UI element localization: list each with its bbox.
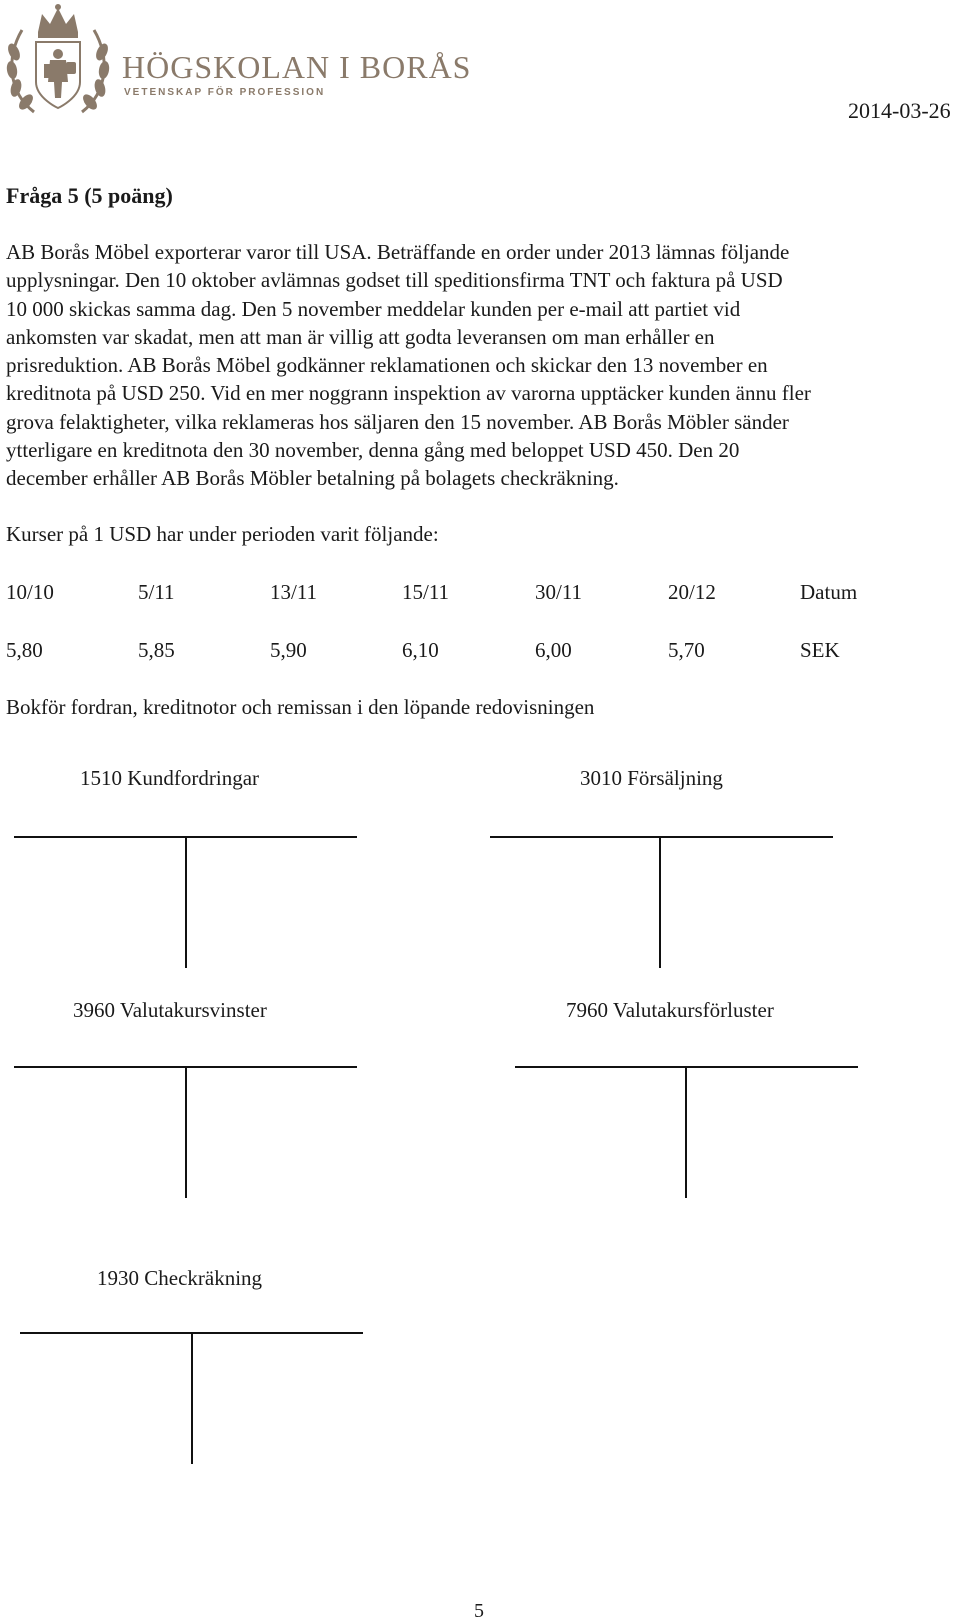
t-account-title-1930: 1930 Checkräkning <box>97 1266 263 1290</box>
rate-value-cell: 6,00 <box>535 638 572 662</box>
t-account-line-3010 <box>490 836 833 838</box>
t-account-divider-1510 <box>185 838 187 968</box>
question-heading: Fråga 5 (5 poäng) <box>6 183 173 208</box>
rate-date-cell: 13/11 <box>270 580 318 604</box>
t-account-title-3010: 3010 Försäljning <box>580 766 723 790</box>
page-number: 5 <box>474 1600 484 1622</box>
rate-value-cell: 5,80 <box>6 638 43 662</box>
paragraph-line: AB Borås Möbel exporterar varor till USA. Beträffande en order under 2013 lämnas följande <box>6 240 790 264</box>
paragraph-line: ankomsten var skadat, men att man är villig att godta leveransen om man erhåller en <box>6 324 715 349</box>
rate-value-header: SEK <box>800 638 840 662</box>
paragraph-line: ytterligare en kreditnota den 30 november, denna gång med beloppet USD 450. Den 20 <box>6 438 740 463</box>
rates-intro: Kurser på 1 USD har under perioden varit följande: <box>6 522 439 546</box>
rate-value-cell: 6,10 <box>402 638 439 662</box>
t-account-divider-1930 <box>191 1334 193 1464</box>
t-account-title-1510: 1510 Kundfordringar <box>80 766 260 790</box>
question-paragraph <box>6 238 941 493</box>
rate-date-header: Datum <box>800 580 858 604</box>
t-account-divider-3960 <box>185 1068 187 1198</box>
logo-tagline: VETENSKAP FÖR PROFESSION <box>124 87 326 98</box>
task-instruction: Bokför fordran, kreditnotor och remissan i den löpande redovisningen <box>6 695 595 719</box>
rate-date-cell: 15/11 <box>402 580 450 604</box>
university-logo <box>4 2 474 120</box>
t-account-divider-3010 <box>659 838 661 968</box>
paragraph-line: upplysningar. Den 10 oktober avlämnas godset till speditionsfirma TNT och faktura på USD <box>6 268 783 293</box>
t-account-title-3960: 3960 Valutakursvinster <box>73 998 267 1022</box>
paragraph-line: prisreduktion. AB Borås Möbel godkänner reklamationen och skickar den 13 november en <box>6 353 768 378</box>
paragraph-line: grova felaktigheter, vilka reklameras hos säljaren den 15 november. AB Borås Möbler sänder <box>6 409 789 434</box>
rate-date-cell: 10/10 <box>6 580 54 604</box>
paragraph-line: kreditnota på USD 250. Vid en mer noggrann inspektion av varorna upptäcker kunden ännu fler <box>6 381 811 406</box>
document-date: 2014-03-26 <box>848 98 951 123</box>
paragraph-line: december erhåller AB Borås Möbler betalning på bolagets checkräkning. <box>6 466 619 491</box>
rate-value-cell: 5,85 <box>138 638 175 662</box>
t-account-divider-7960 <box>685 1068 687 1198</box>
rate-date-cell: 5/11 <box>138 580 175 604</box>
logo-name: HÖGSKOLAN I BORÅS <box>122 49 472 85</box>
rate-value-cell: 5,70 <box>668 638 705 662</box>
rate-date-cell: 30/11 <box>535 580 583 604</box>
t-account-title-7960: 7960 Valutakursförluster <box>566 998 774 1022</box>
paragraph-line: 10 000 skickas samma dag. Den 5 november meddelar kunden per e-mail att partiet vid <box>6 296 741 321</box>
rate-date-cell: 20/12 <box>668 580 716 604</box>
rate-value-cell: 5,90 <box>270 638 307 662</box>
crest-icon <box>4 2 474 120</box>
